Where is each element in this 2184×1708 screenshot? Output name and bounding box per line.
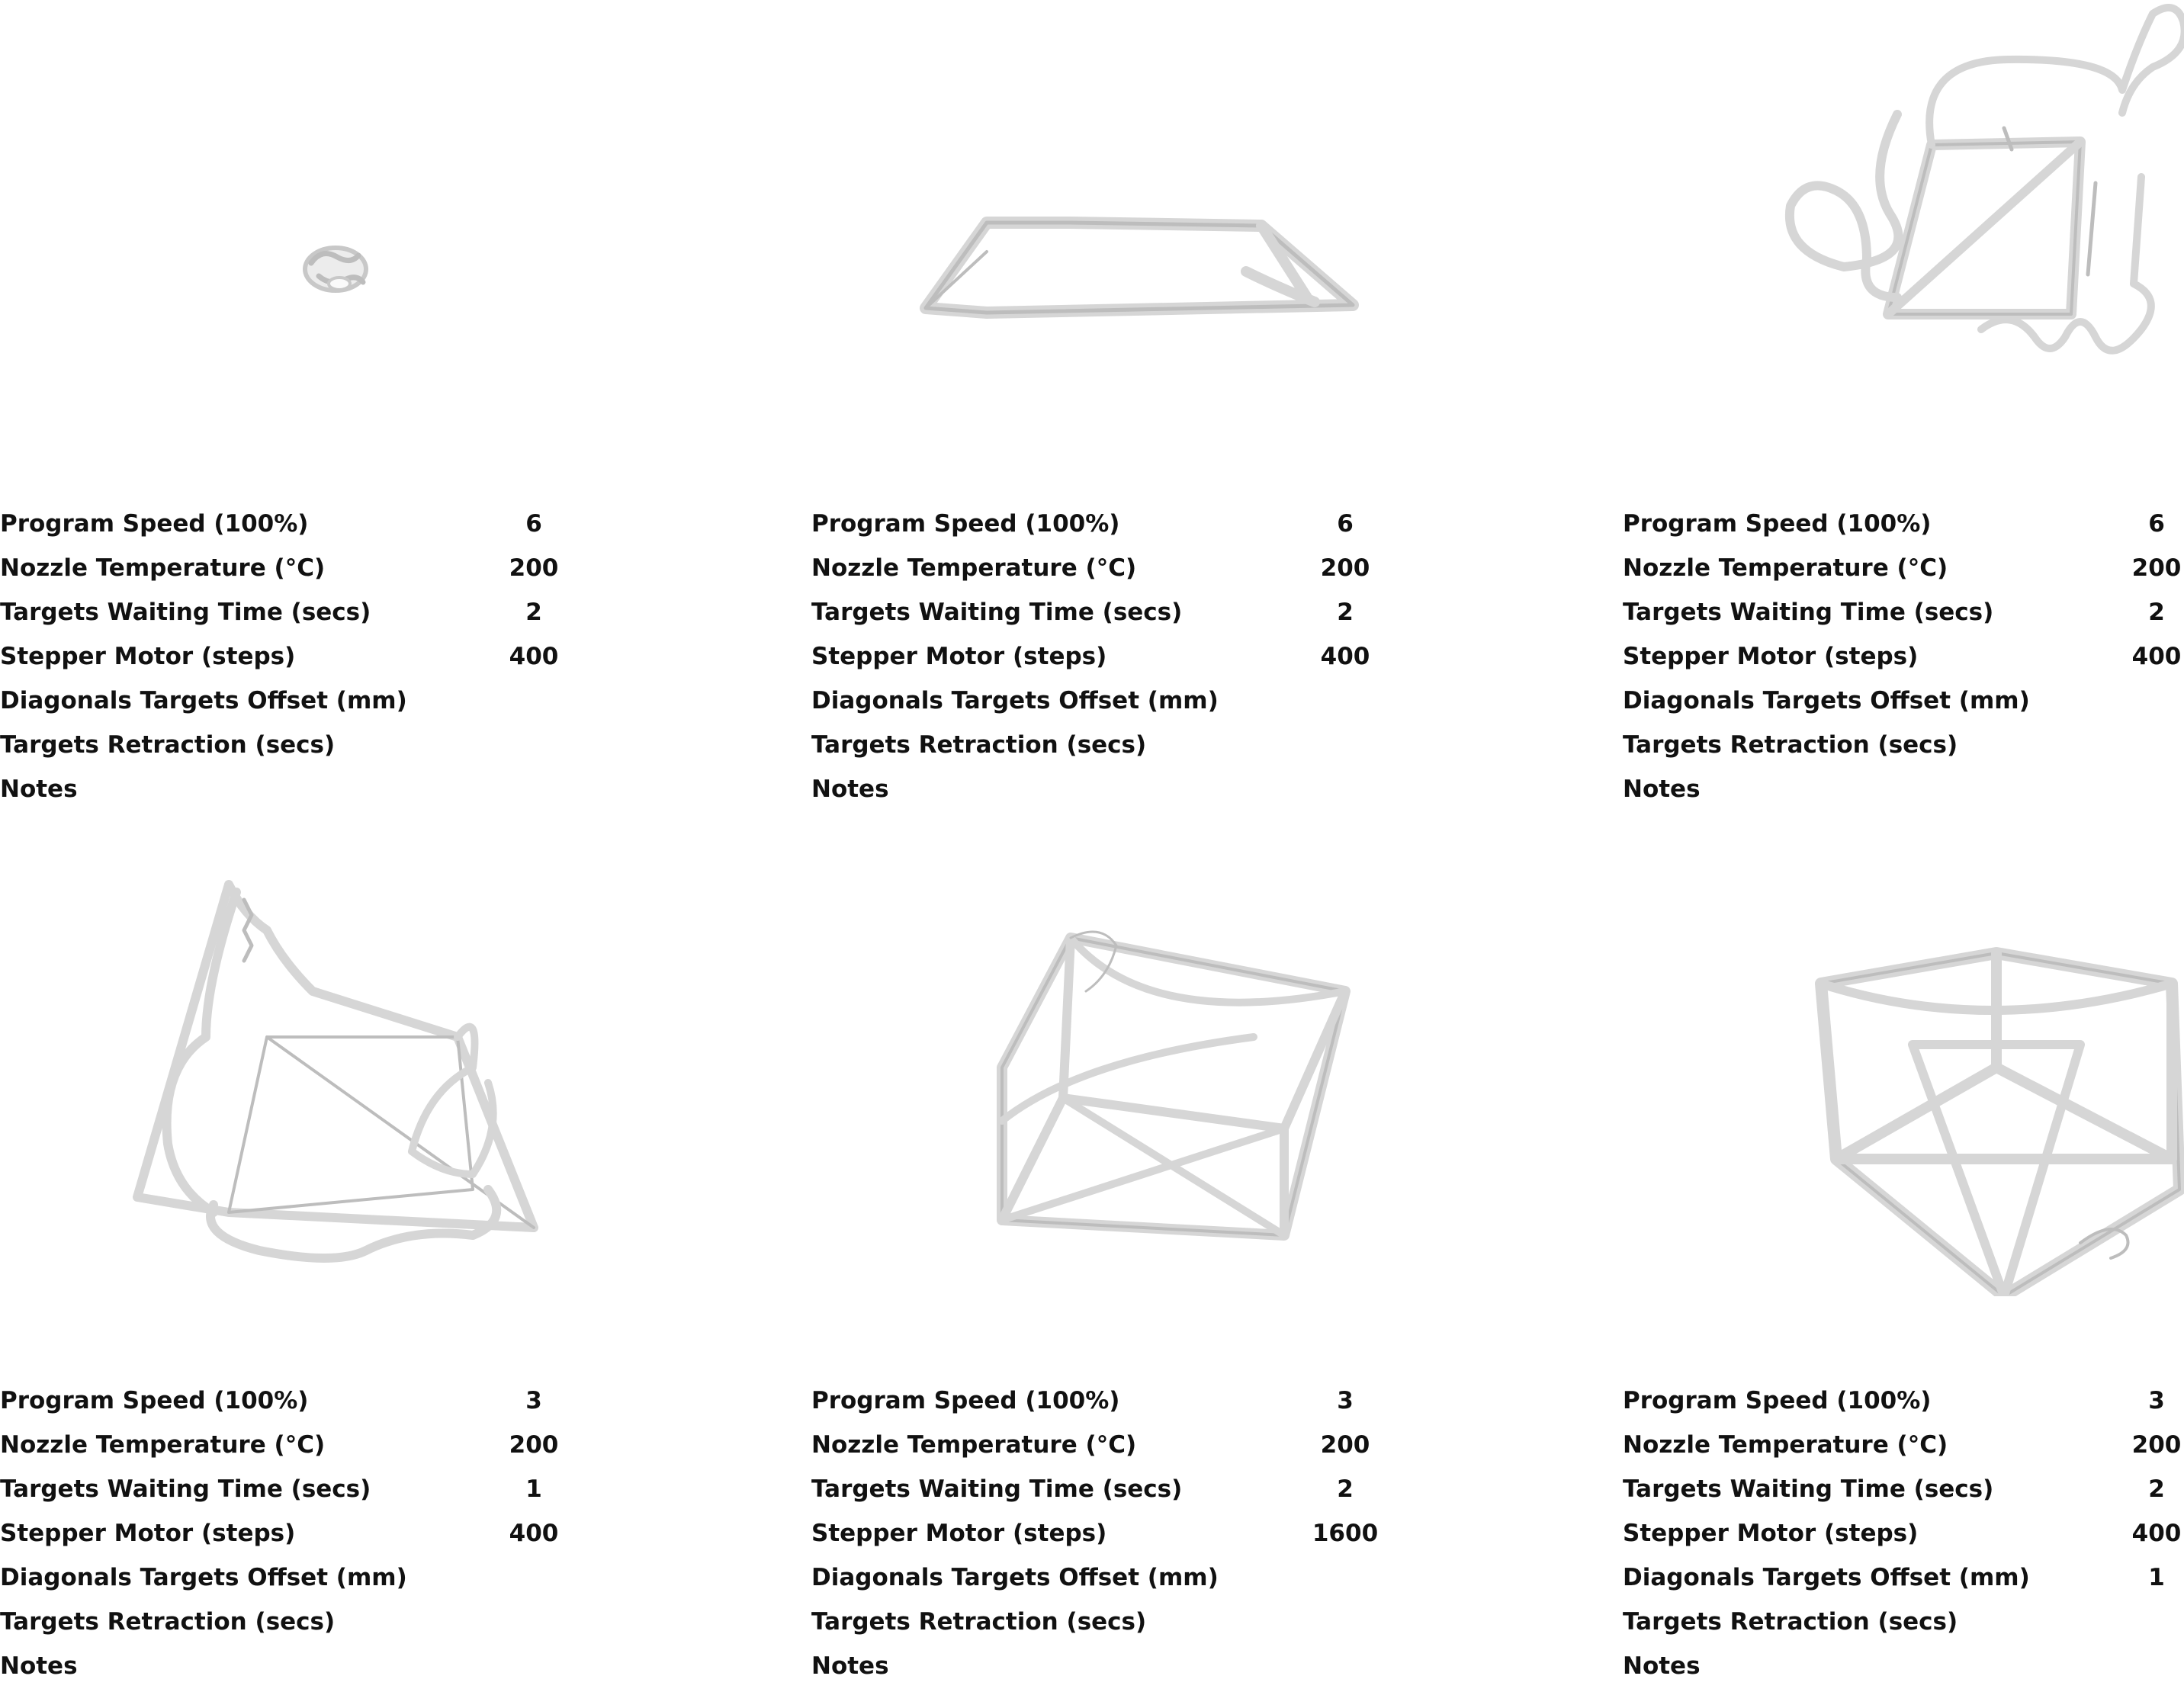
notes-row [1623,767,2184,811]
row-label: Stepper Motor (steps) [811,1520,1107,1547]
targets-retraction-row [811,1600,1391,1644]
row-label: Diagonals Targets Offset (mm) [1623,687,2030,714]
program-speed-row [0,502,580,546]
diagonals-targets-offset-row [811,1556,1391,1600]
row-value: 2 [2148,599,2165,626]
row-label: Stepper Motor (steps) [0,1520,296,1547]
row-label: Diagonals Targets Offset (mm) [811,687,1219,714]
sample-panel-5 [811,869,1498,1708]
row-value: 400 [509,643,559,670]
stepper-motor-row [811,1511,1391,1556]
targets-waiting-time-row [811,1467,1391,1511]
notes-row [0,767,580,811]
nozzle-temperature-row [811,546,1391,590]
row-value: 400 [509,1520,559,1547]
row-value: 200 [509,554,559,582]
diagonals-targets-offset-row [0,679,580,723]
sample-panel-6 [1623,869,2184,1708]
row-label: Notes [0,775,78,803]
row-label: Targets Retraction (secs) [1623,731,1958,759]
row-label: Targets Retraction (secs) [811,731,1147,759]
row-label: Notes [1623,1652,1701,1680]
row-label: Program Speed (100%) [0,1387,309,1414]
row-value: 3 [2148,1387,2165,1414]
stepper-motor-row [0,634,580,679]
diagonals-targets-offset-row [1623,679,2184,723]
row-label: Targets Waiting Time (secs) [0,1475,371,1503]
parameter-table-2 [811,502,1391,811]
row-value: 3 [1337,1387,1354,1414]
row-label: Nozzle Temperature (°C) [0,1431,326,1459]
row-label: Diagonals Targets Offset (mm) [0,1564,407,1591]
row-label: Program Speed (100%) [811,1387,1120,1414]
parameter-table-1 [0,502,580,811]
row-value: 400 [1320,643,1370,670]
row-value: 3 [525,1387,542,1414]
row-label: Nozzle Temperature (°C) [811,1431,1137,1459]
targets-retraction-row [811,723,1391,767]
nozzle-temperature-row [0,546,580,590]
row-value: 400 [2131,1520,2182,1547]
row-label: Program Speed (100%) [0,510,309,538]
row-label: Targets Retraction (secs) [1623,1608,1958,1636]
row-label: Notes [811,775,889,803]
cube-frame-icon [1002,932,1345,1235]
targets-retraction-row [0,723,580,767]
diagonals-targets-offset-row [811,679,1391,723]
row-label: Nozzle Temperature (°C) [811,554,1137,582]
row-value: 2 [1337,1475,1354,1503]
row-label: Notes [811,1652,889,1680]
row-label: Targets Retraction (secs) [811,1608,1147,1636]
notes-row [1623,1644,2184,1688]
cube-frame-clean-icon [1821,953,2179,1296]
row-label: Diagonals Targets Offset (mm) [0,687,407,714]
row-label: Targets Retraction (secs) [0,1608,336,1636]
row-value: 2 [525,599,542,626]
row-value: 200 [1320,1431,1370,1459]
row-label: Notes [1623,775,1701,803]
row-value: 6 [1337,510,1354,538]
row-value: 200 [509,1431,559,1459]
row-value: 6 [2148,510,2165,538]
row-label: Stepper Motor (steps) [811,643,1107,670]
print-render-image-2 [811,0,1391,427]
targets-waiting-time-row [1623,590,2184,634]
diagonals-targets-offset-row [1623,1556,2184,1600]
notes-row [0,1644,580,1688]
nozzle-temperature-row [1623,1423,2184,1467]
deformed-cube-icon [137,884,534,1258]
row-label: Stepper Motor (steps) [0,643,296,670]
row-label: Notes [0,1652,78,1680]
row-value: 2 [1337,599,1354,626]
nozzle-temperature-row [0,1423,580,1467]
row-label: Targets Waiting Time (secs) [811,1475,1183,1503]
nozzle-temperature-row [811,1423,1391,1467]
row-label: Stepper Motor (steps) [1623,643,1919,670]
row-label: Diagonals Targets Offset (mm) [811,1564,1219,1591]
targets-waiting-time-row [0,1467,580,1511]
row-value: 6 [525,510,542,538]
targets-retraction-row [1623,1600,2184,1644]
stepper-motor-row [1623,634,2184,679]
stepper-motor-row [811,634,1391,679]
row-value: 1 [2148,1564,2165,1591]
row-label: Nozzle Temperature (°C) [1623,554,1948,582]
parameter-table-4 [0,1379,580,1688]
print-render-image-5 [811,869,1391,1296]
row-label: Targets Waiting Time (secs) [0,599,371,626]
row-label: Targets Waiting Time (secs) [1623,599,1994,626]
row-label: Targets Waiting Time (secs) [811,599,1183,626]
row-label: Stepper Motor (steps) [1623,1520,1919,1547]
program-speed-row [811,502,1391,546]
notes-row [811,767,1391,811]
row-value: 2 [2148,1475,2165,1503]
notes-row [811,1644,1391,1688]
program-speed-row [1623,502,2184,546]
flat-frame-icon [926,223,1353,313]
row-label: Diagonals Targets Offset (mm) [1623,1564,2030,1591]
targets-waiting-time-row [1623,1467,2184,1511]
row-label: Program Speed (100%) [1623,510,1932,538]
row-value: 200 [1320,554,1370,582]
row-label: Program Speed (100%) [1623,1387,1932,1414]
row-value: 200 [2131,554,2182,582]
row-value: 1 [525,1475,542,1503]
targets-waiting-time-row [811,590,1391,634]
print-render-image-6 [1623,869,2184,1296]
sample-panel-2 [811,0,1498,839]
row-label: Targets Retraction (secs) [0,731,336,759]
tangled-frame-icon [1790,8,2184,351]
row-value: 400 [2131,643,2182,670]
sample-panel-1 [0,0,686,839]
parameter-table-6 [1623,1379,2184,1688]
diagonals-targets-offset-row [0,1556,580,1600]
program-speed-row [811,1379,1391,1423]
sample-panel-4 [0,869,686,1708]
sample-panel-3 [1623,0,2184,839]
targets-retraction-row [1623,723,2184,767]
nozzle-temperature-row [1623,546,2184,590]
row-value: 1600 [1312,1520,1379,1547]
stepper-motor-row [1623,1511,2184,1556]
row-label: Targets Waiting Time (secs) [1623,1475,1994,1503]
stepper-motor-row [0,1511,580,1556]
targets-waiting-time-row [0,590,580,634]
program-speed-row [1623,1379,2184,1423]
row-label: Program Speed (100%) [811,510,1120,538]
row-label: Nozzle Temperature (°C) [1623,1431,1948,1459]
row-label: Nozzle Temperature (°C) [0,554,326,582]
program-speed-row [0,1379,580,1423]
targets-retraction-row [0,1600,580,1644]
print-render-image-3 [1623,0,2184,427]
parameter-table-5 [811,1379,1391,1688]
parameter-table-3 [1623,502,2184,811]
print-render-image-4 [0,869,580,1296]
print-render-image-1 [0,0,580,427]
row-value: 200 [2131,1431,2182,1459]
wire-blob-icon [305,248,366,291]
